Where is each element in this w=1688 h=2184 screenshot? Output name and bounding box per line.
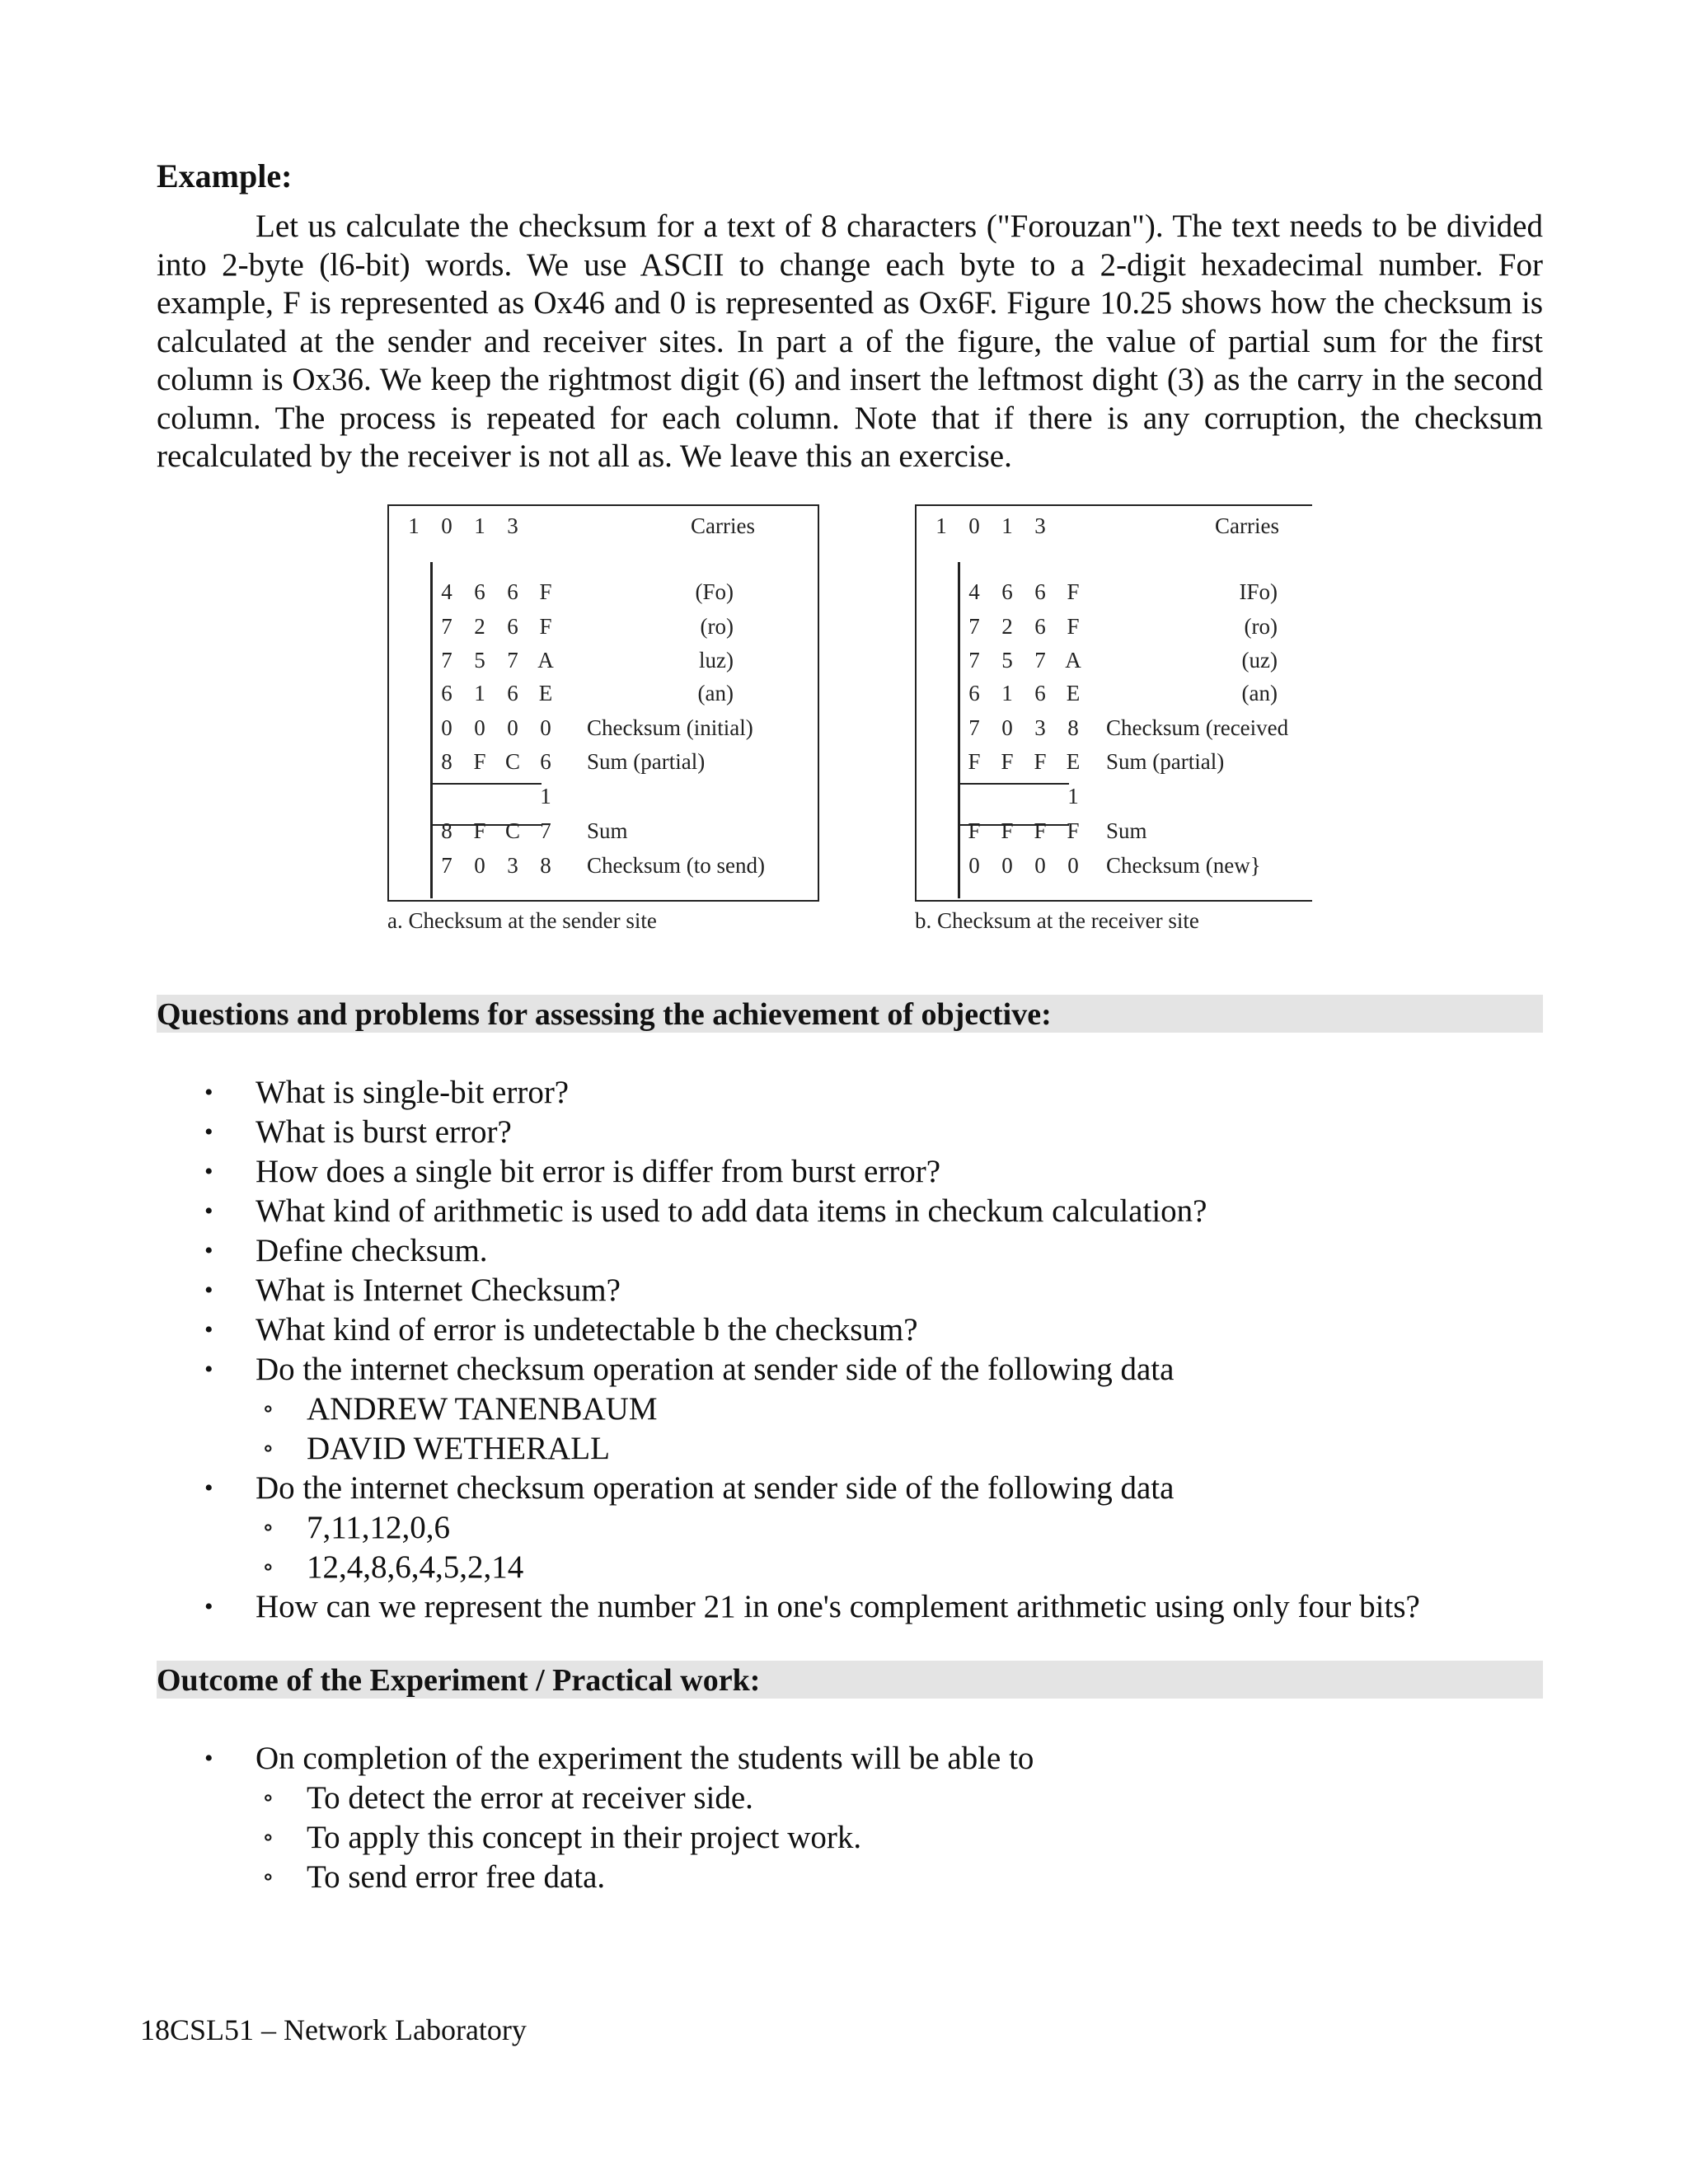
receiver-row-digit: [991, 781, 1024, 811]
receiver-row-digit: 0: [968, 853, 980, 878]
sender-row-digit: F: [473, 749, 486, 774]
receiver-row-digit: F: [1034, 818, 1047, 843]
questions-item-text: What kind of arithmetic is used to add data items in checkum calculation?: [256, 1193, 1207, 1229]
sender-row-digit: 0: [474, 715, 485, 740]
receiver-row-digit: 0: [1001, 853, 1013, 878]
receiver-row-digit: F: [968, 818, 981, 843]
receiver-carry-digit: 1: [935, 513, 947, 538]
questions-item-text: ANDREW TANENBAUM: [307, 1391, 658, 1427]
sender-row-digit: [463, 781, 496, 811]
receiver-row-digit: 6: [1034, 614, 1046, 639]
bullet-icon: •: [204, 1118, 213, 1146]
receiver-row-digit: 8: [1067, 715, 1079, 740]
questions-item-text: Do the internet checksum operation at sender side of the following data: [256, 1470, 1175, 1506]
receiver-row-digit: E: [1066, 681, 1081, 705]
sub-bullet-icon: ∘: [262, 1514, 274, 1541]
receiver-carries-label: Carries: [1215, 513, 1279, 538]
sender-row-digit: 6: [441, 681, 452, 705]
sub-bullet-icon: ∘: [262, 1784, 274, 1811]
receiver-figure-caption: b. Checksum at the receiver site: [915, 908, 1199, 933]
sender-row-digit: F: [473, 818, 486, 843]
receiver-row-label: (an): [1241, 681, 1278, 705]
sender-row-digit: 5: [474, 648, 485, 673]
sender-row-digit: 6: [507, 579, 518, 604]
questions-item-text: How does a single bit error is differ from burst error?: [256, 1154, 941, 1189]
questions-item-text: DAVID WETHERALL: [307, 1431, 610, 1466]
sender-row-digit: F: [539, 614, 552, 639]
receiver-row-label: (uz): [1241, 648, 1278, 673]
outcome-item-text: To detect the error at receiver side.: [307, 1780, 753, 1816]
bullet-icon: •: [204, 1593, 213, 1620]
sender-row-label: (Fo): [695, 579, 734, 604]
page-footer: 18CSL51 – Network Laboratory: [140, 2013, 527, 2046]
receiver-row-digit: 6: [1034, 681, 1046, 705]
sender-row-digit: F: [539, 579, 552, 604]
receiver-row-digit: 7: [968, 614, 980, 639]
receiver-carry-digit: 3: [1034, 513, 1046, 538]
receiver-row-label: Checksum (received: [1106, 715, 1289, 740]
receiver-row-label: Sum (partial): [1106, 749, 1225, 774]
receiver-row-digit: F: [1067, 614, 1080, 639]
receiver-row-label: Sum: [1106, 818, 1147, 843]
sender-row-digit: 0: [507, 715, 518, 740]
sender-row-digit: 8: [441, 818, 452, 843]
questions-item-text: 7,11,12,0,6: [307, 1510, 451, 1545]
sender-carry-digit: 3: [507, 513, 518, 538]
sender-row-label: luz): [699, 648, 734, 673]
sender-row-digit: 6: [474, 579, 485, 604]
receiver-row-digit: F: [968, 749, 981, 774]
bullet-icon: •: [204, 1158, 213, 1185]
sender-row-label: (an): [697, 681, 734, 705]
sender-carry-digit: 1: [474, 513, 485, 538]
sender-row-digit: 7: [540, 818, 551, 843]
receiver-row-digit: F: [1067, 579, 1080, 604]
sender-row-digit: 4: [441, 579, 452, 604]
outcome-heading: Outcome of the Experiment / Practical work:: [157, 1661, 1543, 1699]
receiver-row-digit: F: [1034, 749, 1047, 774]
sender-row-digit: 7: [441, 648, 452, 673]
sender-row-digit: 7: [507, 648, 518, 673]
receiver-row-digit: F: [1001, 818, 1014, 843]
bullet-icon: •: [204, 1079, 213, 1106]
sender-row-digit: 8: [441, 749, 452, 774]
receiver-row-digit: 6: [1001, 579, 1013, 604]
receiver-row-digit: 0: [1034, 853, 1046, 878]
receiver-row-digit: 7: [968, 648, 980, 673]
receiver-row-digit: F: [1001, 749, 1014, 774]
sender-row-digit: E: [538, 681, 553, 705]
questions-item-text: 12,4,8,6,4,5,2,14: [307, 1549, 524, 1585]
receiver-row-digit: 6: [1034, 579, 1046, 604]
bullet-icon: •: [204, 1237, 213, 1264]
sender-row-digit: [430, 781, 463, 811]
sender-row-digit: 8: [540, 853, 551, 878]
sender-row-label: Sum (partial): [587, 749, 706, 774]
sub-bullet-icon: ∘: [262, 1554, 274, 1581]
sender-row-digit: 1: [540, 784, 551, 808]
sender-carries-label: Carries: [691, 513, 755, 538]
example-paragraph: Let us calculate the checksum for a text of 8 characters ("Forouzan"). The text needs to be divided into 2-byte (l6-bit) words. We use ASCII to change each byte to a 2-digit hexadecimal number. For example, F is represented as Ox46 and 0 is represented as Ox6F. Figure 10.25 shows how the checksum is calculated at the sender and receiver sites. In part a of the figure, the value of partial sum for the first column is Ox36. We keep the rightmost digit (6) and insert the leftmost dight (3) as the carry in the second column. The process is repeated for each column. Note that if there is any corruption, the checksum recalculated by the receiver is not all as. We leave this an exercise.: [157, 209, 1543, 474]
receiver-row-digit: 5: [1001, 648, 1013, 673]
receiver-row-digit: 0: [1001, 715, 1013, 740]
bullet-icon: •: [204, 1356, 213, 1383]
sub-bullet-icon: ∘: [262, 1863, 274, 1891]
sub-bullet-icon: ∘: [262, 1824, 274, 1851]
sender-row-digit: 0: [540, 715, 551, 740]
outcome-item-text: To send error free data.: [307, 1859, 606, 1895]
bullet-icon: •: [204, 1745, 213, 1772]
questions-item-text: What is burst error?: [256, 1114, 512, 1150]
receiver-row-digit: 2: [1001, 614, 1013, 639]
sender-carry-digit: 0: [441, 513, 452, 538]
receiver-row-label: Checksum (new}: [1106, 853, 1261, 878]
sender-row-digit: 6: [507, 614, 518, 639]
sub-bullet-icon: ∘: [262, 1435, 274, 1462]
questions-item-text: How can we represent the number 21 in one's complement arithmetic using only four bits?: [256, 1589, 1420, 1624]
sender-carry-digit: 1: [408, 513, 420, 538]
questions-item-text: What is Internet Checksum?: [256, 1272, 621, 1308]
sender-row-digit: 0: [441, 715, 452, 740]
receiver-row-digit: 4: [968, 579, 980, 604]
sender-row-label: (ro): [700, 614, 734, 639]
receiver-carry-digit: 1: [1001, 513, 1013, 538]
bullet-icon: •: [204, 1197, 213, 1225]
bullet-icon: •: [204, 1474, 213, 1502]
sender-row-digit: C: [504, 818, 520, 843]
receiver-carry-digit: 0: [968, 513, 980, 538]
questions-item-text: Do the internet checksum operation at sender side of the following data: [256, 1352, 1175, 1387]
receiver-row-digit: 7: [1034, 648, 1046, 673]
receiver-row-label: (ro): [1244, 614, 1278, 639]
receiver-row-digit: 1: [1001, 681, 1013, 705]
sender-row-label: Checksum (initial): [587, 715, 753, 740]
receiver-row-digit: 0: [1067, 853, 1079, 878]
sender-row-digit: 1: [474, 681, 485, 705]
receiver-row-digit: 6: [968, 681, 980, 705]
receiver-row-digit: [1024, 781, 1057, 811]
sender-row-digit: 2: [474, 614, 485, 639]
example-heading: Example:: [157, 157, 293, 194]
sender-row-digit: A: [537, 648, 554, 673]
outcome-item-text: On completion of the experiment the students will be able to: [256, 1741, 1034, 1776]
receiver-row-digit: A: [1065, 648, 1081, 673]
sender-row-digit: 3: [507, 853, 518, 878]
questions-item-text: Define checksum.: [256, 1233, 488, 1268]
sender-checksum-figure: [387, 504, 824, 941]
receiver-row-digit: [958, 781, 991, 811]
receiver-row-digit: F: [1067, 818, 1080, 843]
outcome-item-text: To apply this concept in their project work.: [307, 1820, 862, 1855]
receiver-checksum-figure: [915, 504, 1327, 941]
receiver-row-digit: 7: [968, 715, 980, 740]
questions-item-text: What is single-bit error?: [256, 1075, 570, 1110]
bullet-icon: •: [204, 1277, 213, 1304]
sender-row-digit: 6: [507, 681, 518, 705]
receiver-row-label: IFo): [1239, 579, 1278, 604]
sender-row-digit: 7: [441, 853, 452, 878]
sender-row-label: Sum: [587, 818, 628, 843]
sender-row-digit: 7: [441, 614, 452, 639]
sender-figure-caption: a. Checksum at the sender site: [387, 908, 657, 933]
bullet-icon: •: [204, 1316, 213, 1343]
sub-bullet-icon: ∘: [262, 1395, 274, 1422]
sender-row-digit: [496, 781, 529, 811]
receiver-row-digit: 3: [1034, 715, 1046, 740]
receiver-row-digit: E: [1066, 749, 1081, 774]
sender-row-label: Checksum (to send): [587, 853, 765, 878]
sender-row-digit: C: [504, 749, 520, 774]
questions-heading: Questions and problems for assessing the achievement of objective:: [157, 995, 1543, 1033]
sender-row-digit: 0: [474, 853, 485, 878]
questions-item-text: What kind of error is undetectable b the checksum?: [256, 1312, 918, 1347]
receiver-row-digit: 1: [1067, 784, 1079, 808]
sender-row-digit: 6: [540, 749, 551, 774]
